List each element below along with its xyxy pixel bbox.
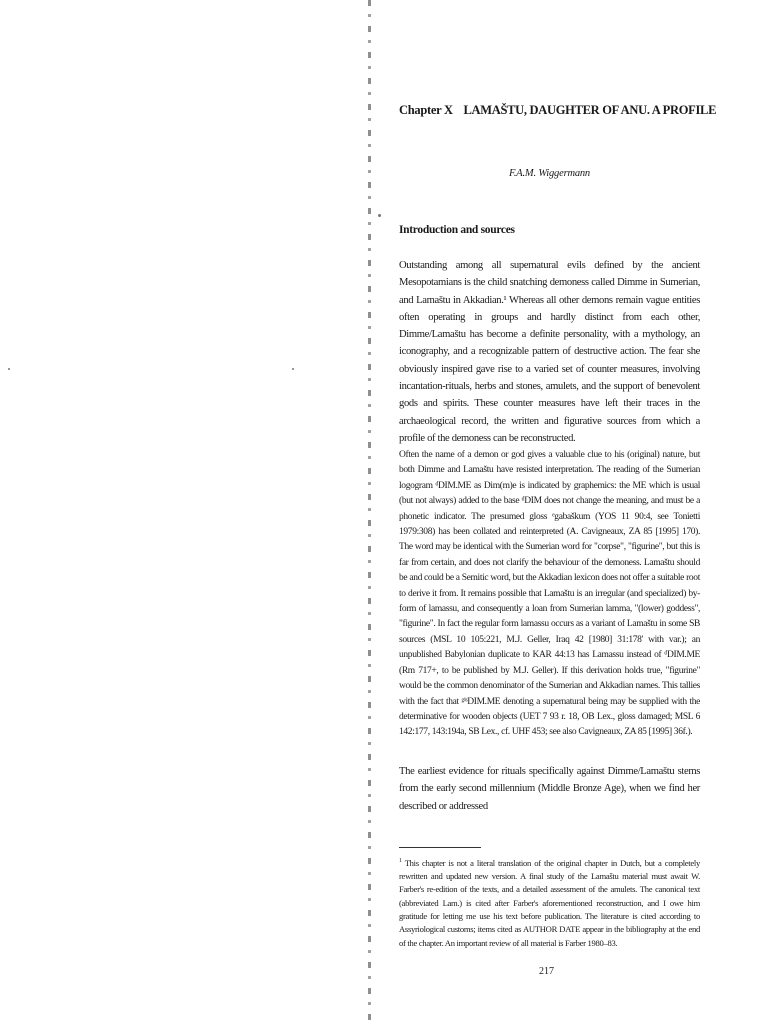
- footnote-divider: [399, 847, 481, 848]
- footnote-text: This chapter is not a literal translation of the original chapter in Dutch, but a completely rewritten and updated new version. A final study of the Lamaštu material must await W. Farber's re-edition of the texts, and a detailed assessment of the amulets. The canonical text (abbreviated Lam.) is cited after Farber's aforementioned reconstruction, and I owe him gratitude for letting me use his text before publication. The literature is cited according to Assyriological customs; items cited as AUTHOR DATE appear in the bibliography at the end of the chapter. An important review of all material is Farber 1980–83.: [399, 857, 700, 948]
- scan-speck: [378, 214, 381, 217]
- paragraph-intro: [399, 257, 700, 447]
- paragraph-text: Outstanding among all supernatural evils defined by the ancient Mesopotamians is the child snatching demoness called Dimme in Sumerian, and Lamaštu in Akkadian.¹ Whereas all other demons remain vague entities often operating in groups and hardly distinct from each other, Dimme/Lamaštu has become a definite personality, with a mythology, an iconography, and a recognizable pattern of destructive action. The fear she obviously inspired gave rise to a varied set of counter measures, involving incantation-rituals, herbs and stones, amulets, and the support of benevolent gods and spirits. These counter measures have left their traces in the archaeological record, the written and figurative sources from which a profile of the demoness can be reconstructed.: [399, 260, 700, 444]
- footnote: [399, 855, 700, 950]
- scan-speck: [292, 368, 294, 370]
- paragraph-earliest-evidence: [399, 763, 700, 815]
- footnote-marker: 1: [399, 858, 402, 864]
- paragraph-etymology: [399, 448, 700, 741]
- page-number: 217: [539, 966, 554, 977]
- paragraph-text: Often the name of a demon or god gives a valuable clue to his (original) nature, but both Dimme and Lamaštu have resisted interpretation. The reading of the Sumerian logogram ᵈDIM.ME as Dim(m)e is indicated by graphemics: the ME which is usual (but not always) added to the base ᵈDIM does not change the meaning, and must be a phonetic indicator. The presumed gloss ᵉgabaškum (YOS 11 90:4, see Tonietti 1979:308) has been collated and reinterpreted (A. Cavigneaux, ZA 85 [1995] 170). The word may be identical with the Sumerian word for "corpse", "figurine", but this is far from certain, and does not clarify the behaviour of the demoness. Lamaštu should be and could be a Semitic word, but the Akkadian lexicon does not offer a suitable root to derive it from. It remains possible that Lamaštu is an irregular (and specialized) by-form of lamassu, and consequently a loan from Sumerian lamma, "(lower) goddess", "figurine". In fact the regular form lamassu occurs as a variant of Lamaštu in some SB sources (MSL 10 105:221, M.J. Geller, Iraq 42 [1980] 31:178' with var.); an unpublished Babylonian duplicate to KAR 44:13 has Lamassu instead of ᵈDIM.ME (Rm 717+, to be published by M.J. Geller). If this derivation holds true, "figurine" would be the common denominator of the Sumerian and Akkadian names. This tallies with the fact that ᵍⁱˢDIM.ME denoting a supernatural being may be supplied with the determinative for wooden objects (UET 7 93 r. 18, OB Lex., gloss damaged; MSL 6 142:177, 143:194a, SB Lex., cf. UHF 453; see also Cavigneaux, ZA 85 [1995] 36f.).: [399, 450, 700, 738]
- scan-speck: [8, 368, 10, 370]
- author-name: F.A.M. Wiggermann: [509, 168, 590, 179]
- chapter-title-text: LAMAŠTU, DAUGHTER OF ANU. A PROFILE: [463, 103, 717, 117]
- chapter-label: Chapter X: [399, 103, 453, 117]
- chapter-title: [399, 103, 719, 118]
- section-heading: Introduction and sources: [399, 224, 515, 236]
- paragraph-text: The earliest evidence for rituals specifically against Dimme/Lamaštu stems from the early second millennium (Middle Bronze Age), when we find her described or addressed: [399, 766, 700, 812]
- binding-gutter: [368, 0, 371, 1024]
